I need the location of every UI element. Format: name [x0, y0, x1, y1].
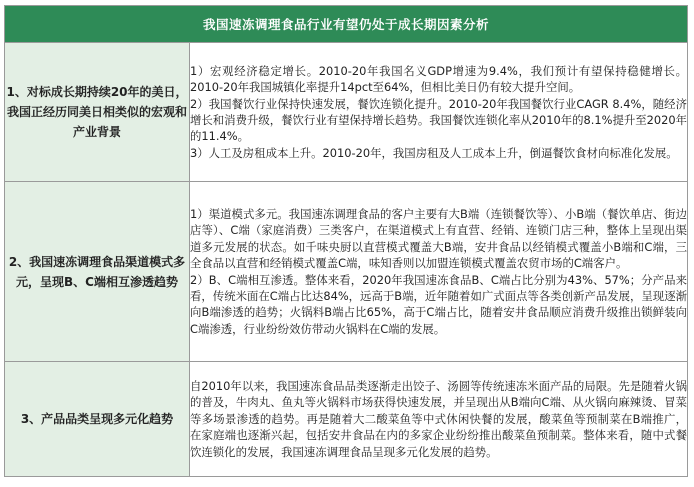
table-row	[5, 362, 688, 477]
table-row	[5, 182, 688, 362]
detail-paragraph: 自2010年以来，我国速冻食品品类逐渐走出饺子、汤圆等传统速冻米面产品的局限。先是随着火锅的普及，牛肉丸、鱼丸等火锅料市场获得快速发展，并呈现出从B端向C端、从火锅向麻辣烫、冒菜等多场景渗透的趋势。再是随着大二酸菜鱼等中式休闲快餐的发展，酸菜鱼等预制菜在B端推广，在家庭端也逐渐兴起，包括安井食品在内的多家企业纷纷推出酸菜鱼预制菜。整体来看，随中式餐饮连锁化的发展，我国速冻调理食品呈现多元化发展的趋势。	[190, 378, 687, 459]
detail-paragraph: 3）人工及房租成本上升。2010-20年，我国房租及人工成本上升，倒逼餐饮食材向标准化发展。	[190, 145, 678, 160]
detail-paragraph: 1）渠道模式多元。我国速冻调理食品的客户主要有大B端（连锁餐饮等）、小B端（餐饮单店、街边店等）、C端（家庭消费）三类客户，在渠道模式上有直营、经销、连锁门店三种，整体上呈现出渠道多元发展的状态。如千味央厨以直营模式覆盖大B端，安井食品以经销模式覆盖小B端和C端，三全食品以直营和经销模式覆盖C端，味知香则以加盟连锁模式覆盖农贸市场的C端客户。	[190, 206, 687, 271]
detail-cell	[190, 182, 688, 362]
table-title: 我国速冻调理食品行业有望仍处于成长期因素分析	[5, 6, 688, 43]
detail-cell	[190, 43, 688, 182]
factor-cell: 1、对标成长期持续20年的美日，我国正经历同美日相类似的宏观和产业背景	[5, 43, 190, 182]
factor-cell: 2、我国速冻调理食品渠道模式多元，呈现B、C端相互渗透趋势	[5, 182, 190, 362]
factor-cell: 3、产品品类呈现多元化趋势	[5, 362, 190, 477]
detail-cell	[190, 362, 688, 477]
detail-paragraph: 2）B、C端相互渗透。整体来看，2020年我国速冻食品B、C端占比分别为43%、57%；分产品来看，传统米面在C端占比达84%，远高于B端，近年随着如广式面点等各类创新产品发展，呈现逐渐向B端渗透的趋势；火锅料B端占比65%，高于C端占比，随着安井食品顺应消费升级推出锁鲜装向C端渗透，行业纷纷效仿带动火锅料在C端的发展。	[190, 272, 687, 336]
table-row	[5, 43, 688, 182]
detail-paragraph: 2）我国餐饮行业保持快速发展，餐饮连锁化提升。2010-20年我国餐饮行业CAGR 8.4%，随经济增长和消费升级，餐饮行业有望保持增长趋势。我国餐饮连锁化率从2010年的8.1%提升至2020年的11.4%。	[190, 96, 687, 144]
analysis-table	[4, 5, 688, 477]
detail-paragraph: 1）宏观经济稳定增长。2010-20年我国名义GDP增速为9.4%，我们预计有望保持稳健增长。2010-20年我国城镇化率提升14pct至64%，但相比美日仍有较大提升空间。	[190, 63, 687, 95]
